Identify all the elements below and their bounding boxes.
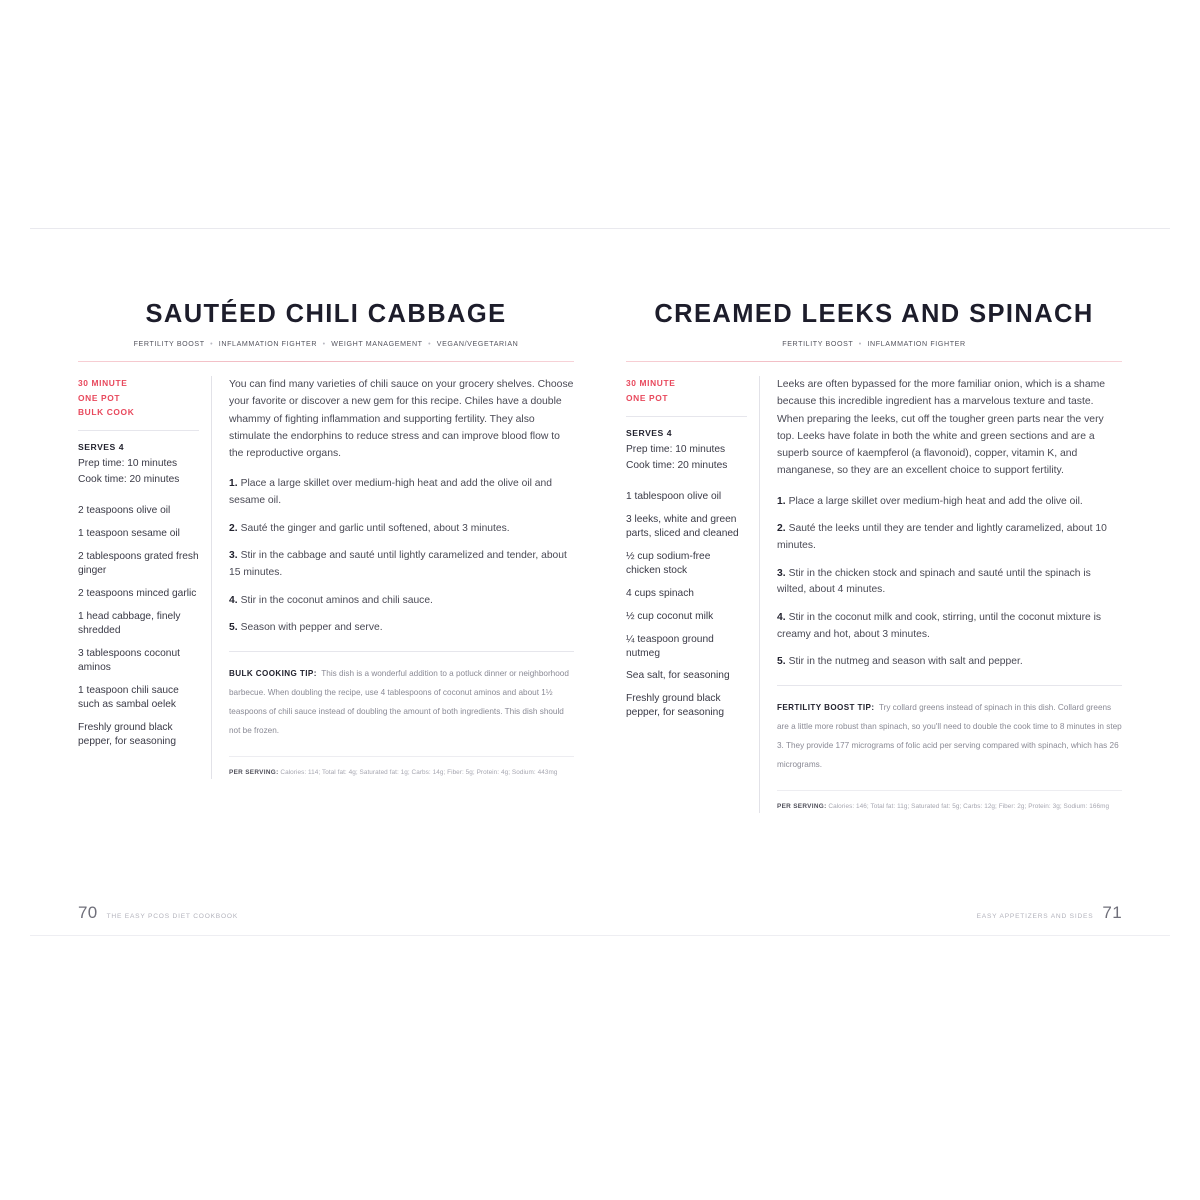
prep-time: Prep time: 10 minutes — [626, 443, 726, 455]
title-divider-rule — [78, 361, 574, 362]
instruction-step — [777, 654, 1122, 671]
recipe-intro: You can find many varieties of chili sauce on your grocery shelves. Choose your favorite or discover a new gem for this recipe. Chiles have a double whammy of fighting inflammation and supporting fertility. They also stimulate the endorphins to reduce stress and can improve blood flow to the reproductive organs. — [229, 379, 574, 460]
step-number: 4. — [229, 594, 238, 606]
list-item: Freshly ground black pepper, for seasoning — [78, 721, 176, 747]
instruction-step — [229, 476, 574, 509]
step-text: Stir in the cabbage and sauté until lightly caramelized and tender, about 15 minutes. — [229, 550, 567, 579]
ingredient-list — [78, 504, 199, 749]
recipe-tag-list — [626, 340, 1122, 348]
page-number: 70 — [78, 903, 98, 922]
step-text: Place a large skillet over medium-high heat and add the olive oil and sesame oil. — [229, 478, 552, 507]
recipe-sidebar — [78, 376, 211, 779]
step-text: Stir in the coconut milk and cook, stirring, until the coconut mixture is creamy and hot, about 3 minutes. — [777, 612, 1102, 640]
recipe-main-column — [777, 376, 1122, 813]
tag-separator-dot: • — [428, 340, 432, 349]
instruction-list — [229, 476, 574, 637]
tip-text: This dish is a wonderful addition to a potluck dinner or neighborhood barbecue. When doubling the recipe, use 4 tablespoons of coconut aminos and about 1½ teaspoons of chili sauce instead of doubling the amount of both ingredients. This dish should not be frozen. — [229, 669, 569, 735]
tag-separator-dot: • — [210, 340, 214, 349]
instruction-step — [777, 566, 1122, 599]
step-number: 2. — [229, 522, 238, 534]
page-footer — [977, 903, 1122, 923]
running-head: EASY APPETIZERS AND SIDES — [976, 913, 1094, 920]
left-page — [30, 229, 600, 935]
status-badge: ONE POT — [626, 392, 669, 403]
page-footer — [78, 903, 238, 923]
list-item: 3 tablespoons coconut aminos — [78, 648, 180, 673]
list-item: 1 teaspoon sesame oil — [78, 528, 180, 540]
cook-time: Cook time: 20 minutes — [626, 459, 728, 471]
serves-label: SERVES 4 — [78, 442, 125, 453]
cook-time: Cook time: 20 minutes — [78, 474, 180, 486]
instruction-step — [777, 521, 1122, 554]
step-text: Season with pepper and serve. — [240, 622, 383, 634]
tag-separator-dot: • — [858, 340, 862, 349]
tip-label: BULK COOKING TIP: — [229, 669, 317, 679]
list-item: 2 teaspoons olive oil — [78, 505, 171, 517]
recipe-intro: Leeks are often bypassed for the more familiar onion, which is a shame because this incredible ingredient has a marvelous texture and taste. When preparing the leeks, cut off the tougher green parts near the very top. Leeks have folate in both the white and green sections and are a superb source of kaempferol (a flavonoid), copper, vitamin K, and manganese, so they are an excellent choice to support fertility. — [777, 379, 1106, 477]
instruction-step — [777, 610, 1122, 643]
ingredient-list — [626, 490, 747, 721]
instruction-step — [229, 593, 574, 610]
instruction-step — [229, 521, 574, 538]
page-number: 71 — [1102, 903, 1122, 922]
list-item: 3 leeks, white and green parts, sliced and cleaned — [626, 513, 739, 539]
step-text: Sauté the leeks until they are tender and lightly caramelized, about 10 minutes. — [777, 523, 1107, 551]
recipe-sidebar — [626, 376, 759, 813]
recipe-tag-list — [78, 340, 574, 348]
step-text: Sauté the ginger and garlic until softened, about 3 minutes. — [240, 522, 510, 534]
recipe-tag: WEIGHT MANAGEMENT — [331, 340, 423, 349]
badge-list — [78, 376, 199, 419]
running-head: THE EASY PCOS DIET COOKBOOK — [106, 913, 239, 920]
step-number: 1. — [229, 478, 238, 490]
prep-time: Prep time: 10 minutes — [78, 458, 178, 470]
nutrition-values: Calories: 146; Total fat: 11g; Saturated fat: 5g; Carbs: 12g; Fiber: 2g; Protein: 3g; Sodium: 166mg — [828, 802, 1110, 810]
recipe-tag: INFLAMMATION FIGHTER — [867, 340, 966, 349]
tip-box — [229, 651, 574, 739]
page-title: SAUTÉED CHILI CABBAGE — [145, 300, 507, 328]
step-number: 4. — [777, 612, 786, 623]
badge-list — [626, 376, 747, 405]
recipe-main-column — [229, 376, 574, 779]
step-text: Stir in the coconut aminos and chili sauce. — [240, 594, 433, 606]
book-spread — [30, 228, 1170, 936]
step-text: Stir in the chicken stock and spinach and sauté until the spinach is wilted, about 4 minutes. — [777, 567, 1091, 596]
tag-separator-dot: • — [322, 340, 326, 349]
tip-label: FERTILITY BOOST TIP: — [777, 703, 875, 713]
tip-text: Try collard greens instead of spinach in this dish. Collard greens are a little more robust than spinach, so you'll need to double the cook time to 8 minutes in step 3. They provide 177 micrograms of folic acid per serving compared with spinach, which has 26 micrograms. — [777, 703, 1122, 769]
list-item: 1 teaspoon chili sauce such as sambal oelek — [78, 684, 179, 710]
list-item: 2 tablespoons grated fresh ginger — [78, 551, 199, 577]
nutrition-line — [229, 756, 574, 779]
tip-box — [777, 685, 1122, 773]
step-number: 1. — [777, 495, 786, 507]
list-item: 4 cups spinach — [626, 587, 694, 599]
recipe-body — [626, 376, 1122, 813]
recipe-tag: INFLAMMATION FIGHTER — [218, 340, 318, 349]
step-number: 3. — [229, 550, 238, 562]
column-divider — [759, 376, 760, 813]
status-badge: 30 MINUTE — [78, 378, 128, 389]
instruction-step — [777, 494, 1122, 511]
step-text: Place a large skillet over medium-high heat and add the olive oil. — [788, 495, 1083, 507]
list-item: ¼ teaspoon ground nutmeg — [626, 633, 714, 659]
status-badge: BULK COOK — [78, 406, 135, 417]
status-badge: 30 MINUTE — [626, 378, 676, 389]
step-text: Stir in the nutmeg and season with salt and pepper. — [788, 656, 1023, 668]
column-divider — [211, 376, 212, 779]
right-page — [600, 229, 1170, 935]
list-item: 1 tablespoon olive oil — [626, 490, 722, 502]
list-item: 1 head cabbage, finely shredded — [78, 611, 181, 637]
nutrition-label: PER SERVING: — [229, 768, 279, 776]
sidebar-divider — [78, 430, 199, 431]
recipe-tag: FERTILITY BOOST — [133, 340, 205, 349]
list-item: ½ cup sodium-free chicken stock — [626, 550, 711, 576]
recipe-tag: VEGAN/VEGETARIAN — [436, 340, 519, 349]
nutrition-values: Calories: 114; Total fat: 4g; Saturated fat: 1g; Carbs: 14g; Fiber: 5g; Protein: 4g; Sodium: 443mg — [280, 768, 558, 776]
step-number: 5. — [229, 622, 238, 634]
title-divider-rule — [626, 361, 1122, 362]
nutrition-label: PER SERVING: — [777, 802, 827, 810]
step-number: 2. — [777, 523, 786, 535]
instruction-step — [229, 620, 574, 637]
instruction-list — [777, 494, 1122, 671]
recipe-body — [78, 376, 574, 779]
list-item: Freshly ground black pepper, for seasoning — [626, 693, 724, 719]
page-title: CREAMED LEEKS AND SPINACH — [654, 300, 1094, 328]
list-item: ½ cup coconut milk — [626, 610, 714, 622]
serves-label: SERVES 4 — [626, 427, 673, 438]
step-number: 3. — [777, 567, 786, 579]
sidebar-divider — [626, 416, 747, 417]
list-item: 2 teaspoons minced garlic — [78, 588, 197, 600]
step-number: 5. — [777, 656, 786, 668]
list-item: Sea salt, for seasoning — [626, 670, 730, 682]
recipe-tag: FERTILITY BOOST — [782, 340, 854, 349]
status-badge: ONE POT — [78, 392, 121, 403]
nutrition-line — [777, 790, 1122, 813]
instruction-step — [229, 548, 574, 581]
